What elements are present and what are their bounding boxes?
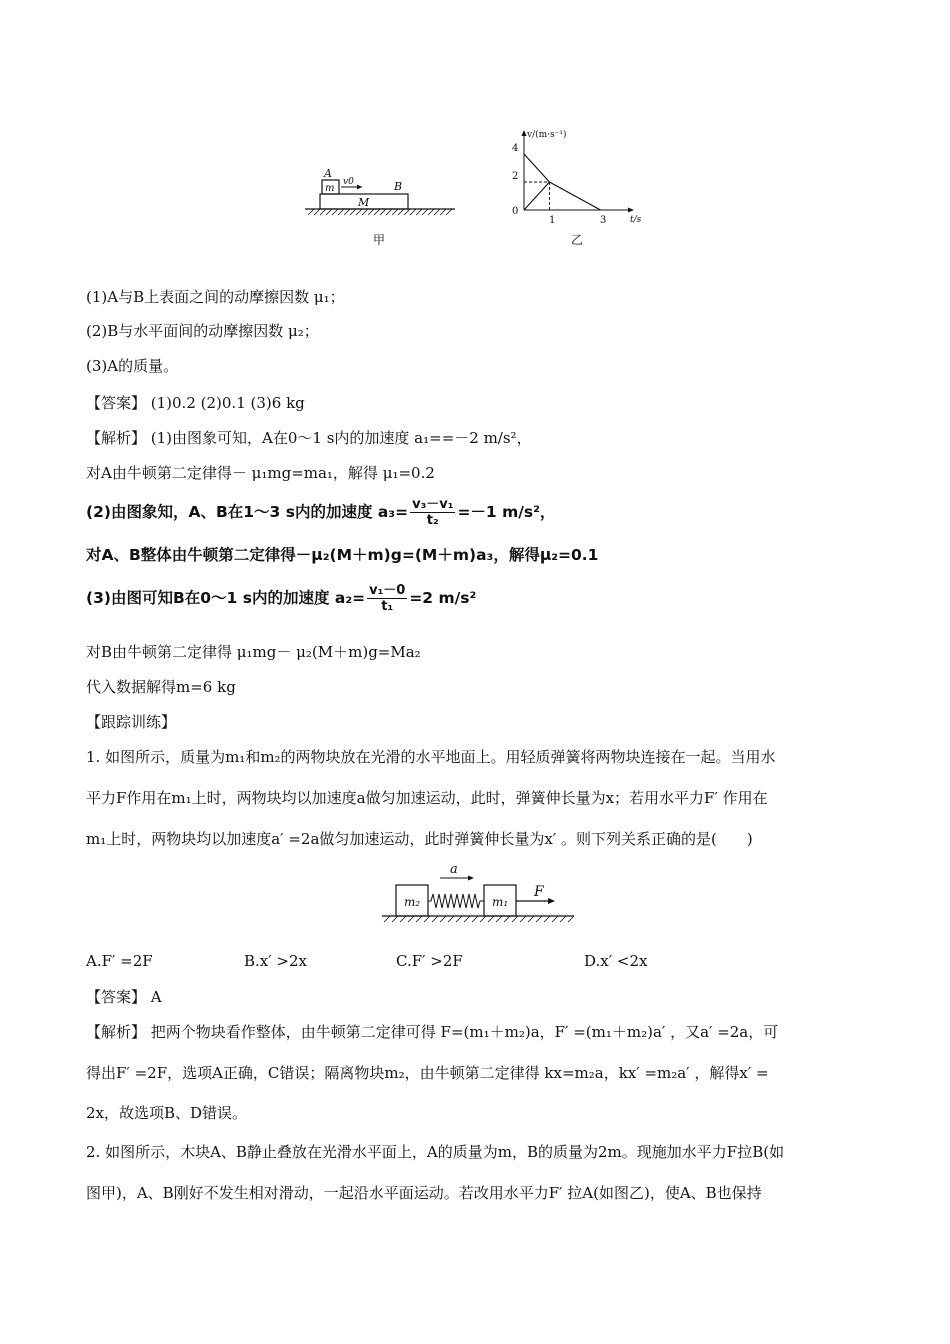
problem-2-line-2: 图甲)，A、B刚好不发生相对滑动，一起沿水平面运动。若改用水平力F′ 拉A(如图乙)，使A、B也保持: [86, 1184, 762, 1202]
problem-2-line-1: 2. 如图所示，木块A、B静止叠放在光滑水平面上，A的质量为m，B的质量为2m。现施加水平力F拉B(如: [86, 1143, 785, 1161]
problem-1-line-2: 平力F作用在m₁上时，两物块均以加速度a做匀加速运动，此时，弹簧伸长量为x；若用水平力F′ 作用在: [86, 789, 768, 807]
option-B[interactable]: B.x′ >2x: [244, 952, 307, 970]
analysis-1-line-7: 代入数据解得m=6 kg: [86, 678, 236, 696]
spring: [428, 894, 484, 908]
analysis-1-line-4: 对A、B整体由牛顿第二定律得－μ₂(M＋m)g=(M＋m)a₃，解得μ₂=0.1: [86, 546, 599, 564]
analysis-2-line-1: 【解析】 把两个物块看作整体，由牛顿第二定律可得 F=(m₁＋m₂)a，F′ =(m₁＋m₂)a′ ，又a′ =2a，可: [86, 1023, 779, 1041]
caption-jia: 甲: [373, 233, 386, 247]
answer-2: 【答案】 A: [86, 988, 162, 1006]
training-header: 【跟踪训练】: [86, 713, 177, 731]
y-axis-label: v/(m·s⁻¹): [527, 130, 567, 140]
fraction-a3: [410, 497, 455, 528]
label-m2: m₂: [404, 895, 421, 909]
fraction-a2-denominator: t₁: [381, 599, 394, 614]
x-tick-3: 3: [600, 215, 607, 226]
y-tick-4: 4: [512, 143, 519, 154]
analysis-1-line-5-pre: (3)由图可知B在0～1 s内的加速度 a₂=: [86, 589, 366, 607]
analysis-1-line-5: [86, 583, 476, 614]
y-tick-2: 2: [512, 171, 519, 182]
analysis-2-line-3: 2x，故选项B、D错误。: [86, 1104, 248, 1122]
analysis-1-line-6: 对B由牛顿第二定律得 μ₁mg－ μ₂(M＋m)g=Ma₂: [86, 643, 421, 661]
analysis-1-line-3-post: =－1 m/s²，: [457, 503, 556, 521]
fraction-a3-numerator: v₃－v₁: [412, 497, 454, 512]
label-B: B: [394, 180, 403, 193]
series-line-B: [524, 182, 550, 210]
option-D[interactable]: D.x′ <2x: [584, 952, 648, 970]
analysis-1-line-1: 【解析】 (1)由图象可知，A在0～1 s内的加速度 a₁==－2 m/s²，: [86, 429, 532, 447]
label-m1: m₁: [492, 895, 509, 909]
figure-spring-blocks: [378, 856, 578, 922]
fraction-a2: [367, 583, 407, 614]
option-C[interactable]: C.F′ >2F: [396, 952, 463, 970]
options-row: [86, 950, 686, 972]
figure-block-on-board: [300, 160, 460, 250]
label-a: a: [450, 862, 458, 877]
label-F: F: [534, 884, 544, 900]
analysis-1-line-3: [86, 497, 555, 528]
option-A[interactable]: A.F′ =2F: [86, 952, 153, 970]
analysis-1-line-2: 对A由牛顿第二定律得－ μ₁mg=ma₁，解得 μ₁=0.2: [86, 464, 435, 482]
label-v0: v0: [343, 177, 354, 187]
answer-1: 【答案】 (1)0.2 (2)0.1 (3)6 kg: [86, 394, 305, 412]
problem-1-line-3: m₁上时，两物块均以加速度a′ =2a做匀加速运动，此时弹簧伸长量为x′ 。则下列关系正确的是( ): [86, 830, 753, 848]
fraction-a2-numerator: v₁－0: [369, 583, 406, 598]
problem-1-line-1: 1. 如图所示，质量为m₁和m₂的两物块放在光滑的水平地面上。用轻质弹簧将两物块连接在一起。当用水: [86, 748, 776, 766]
origin-label: 0: [512, 206, 519, 217]
label-A: A: [324, 167, 332, 180]
label-M: M: [358, 196, 370, 209]
analysis-1-line-5-post: =2 m/s²: [409, 589, 477, 607]
question-2: (2)B与水平面间的动摩擦因数 μ₂；: [86, 322, 319, 340]
label-m: m: [325, 183, 335, 194]
analysis-2-line-2: 得出F′ =2F，选项A正确，C错误；隔离物块m₂，由牛顿第二定律得 kx=m₂a，kx′ =m₂a′ ，解得x′ =: [86, 1064, 769, 1082]
x-tick-1: 1: [549, 215, 556, 226]
analysis-1-line-3-pre: (2)由图象知，A、B在1～3 s内的加速度 a₃=: [86, 503, 409, 521]
question-1: (1)A与B上表面之间的动摩擦因数 μ₁；: [86, 288, 345, 306]
x-axis-label: t/s: [630, 215, 642, 225]
caption-yi: 乙: [571, 233, 584, 247]
question-3: (3)A的质量。: [86, 357, 179, 375]
vt-graph: [500, 122, 660, 252]
fraction-a3-denominator: t₂: [426, 513, 439, 528]
